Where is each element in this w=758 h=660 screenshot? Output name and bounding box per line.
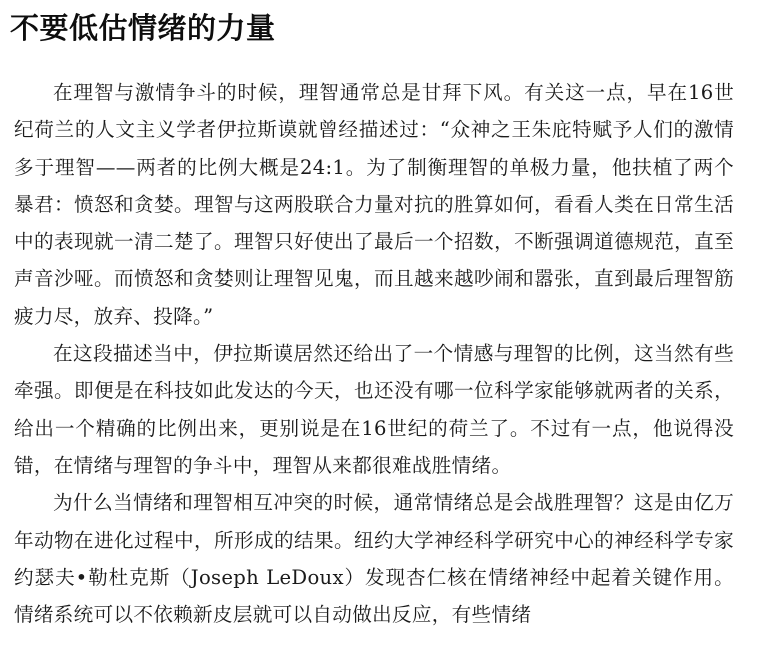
- paragraph-1: 在理智与激情争斗的时候，理智通常总是甘拜下风。有关这一点，早在16世纪荷兰的人文主义学者伊拉斯谟就曾经描述过：“众神之王朱庇特赋予人们的激情多于理智——两者的比例大概是24:1。为了制衡理智的单极力量，他扶植了两个暴君：愤怒和贪婪。理智与这两股联合力量对抗的胜算如何，看看人类在日常生活中的表现就一清二楚了。理智只好使出了最后一个招数，不断强调道德规范，直至声音沙哑。而愤怒和贪婪则让理智见鬼，而且越来越吵闹和嚣张，直到最后理智筋疲力尽，放弃、投降。”: [14, 81, 734, 328]
- article-title: 不要低估情绪的力量: [10, 11, 276, 45]
- article-body: [14, 74, 734, 633]
- paragraph-2: 在这段描述当中，伊拉斯谟居然还给出了一个情感与理智的比例，这当然有些牵强。即便是在科技如此发达的今天，也还没有哪一位科学家能够就两者的关系，给出一个精确的比例出来，更别说是在16世纪的荷兰了。不过有一点，他说得没错，在情绪与理智的争斗中，理智从来都很难战胜情绪。: [14, 342, 734, 477]
- paragraph-3: 为什么当情绪和理智相互冲突的时候，通常情绪总是会战胜理智？这是由亿万年动物在进化过程中，所形成的结果。纽约大学神经科学研究中心的神经科学专家约瑟夫•勒杜克斯（Joseph LeDoux）发现杏仁核在情绪神经中起着关键作用。情绪系统可以不依赖新皮层就可以自动做出反应，有些情绪: [14, 491, 734, 627]
